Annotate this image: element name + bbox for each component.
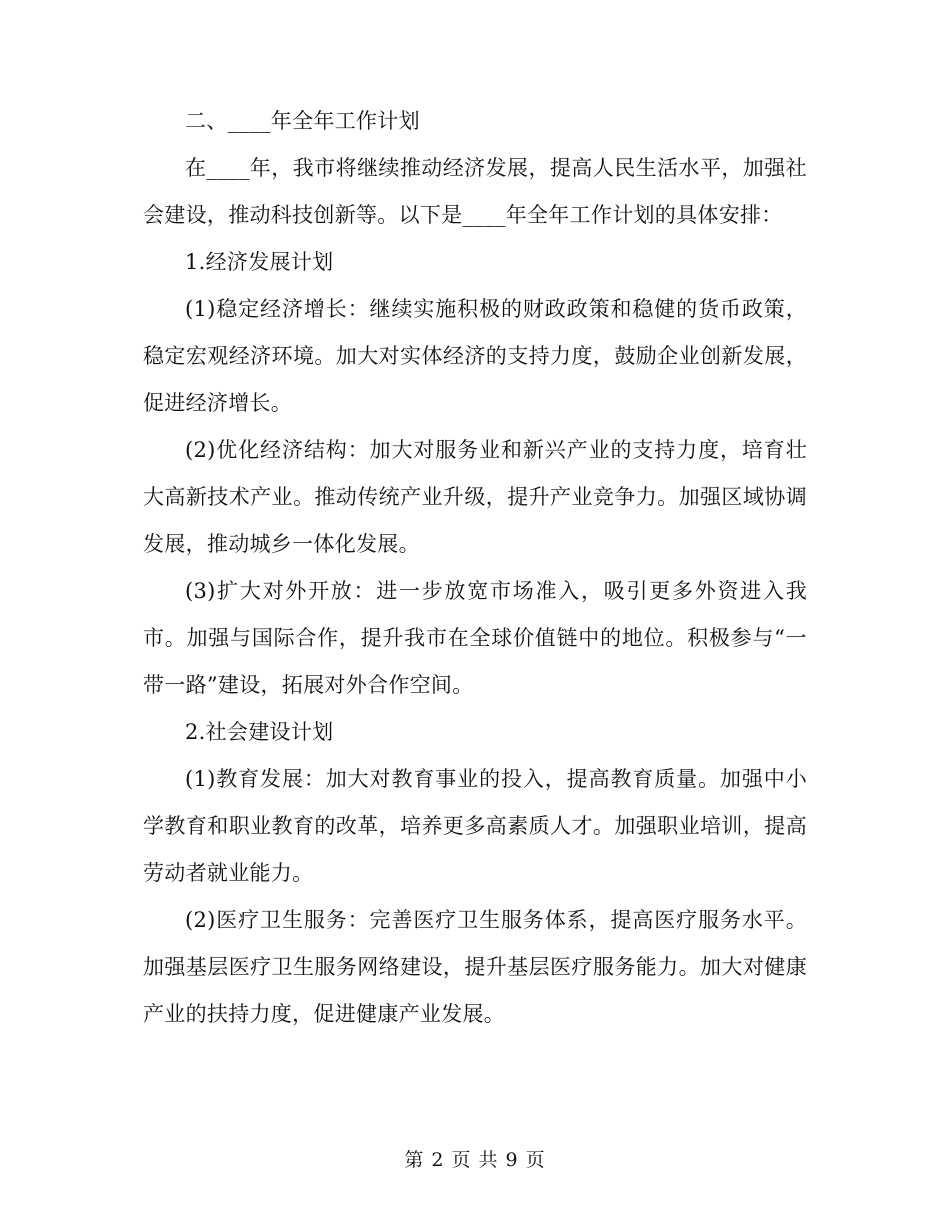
paragraph-education: (1)教育发展：加大对教育事业的投入，提高教育质量。加强中小学教育和职业教育的改革，培养更多高素质人才。加强职业培训，提高劳动者就业能力。 bbox=[143, 767, 807, 885]
subsection-heading-society: 2.社会建设计划 bbox=[185, 720, 334, 744]
paragraph-opening-up: (3)扩大对外开放：进一步放宽市场准入，吸引更多外资进入我市。加强与国际合作，提升我市在全球价值链中的地位。积极参与“一带一路”建设，拓展对外合作空间。 bbox=[143, 579, 807, 697]
subsection-heading-economy: 1.经济发展计划 bbox=[185, 250, 334, 274]
paragraph-stable-growth: (1)稳定经济增长：继续实施积极的财政政策和稳健的货币政策，稳定宏观经济环境。加大对实体经济的支持力度，鼓励企业创新发展，促进经济增长。 bbox=[143, 297, 807, 415]
document-body bbox=[143, 98, 807, 1038]
section-heading: 二、____年全年工作计划 bbox=[185, 109, 420, 133]
paragraph-optimize-structure: (2)优化经济结构：加大对服务业和新兴产业的支持力度，培育壮大高新技术产业。推动传统产业升级，提升产业竞争力。加强区域协调发展，推动城乡一体化发展。 bbox=[143, 438, 807, 556]
intro-paragraph: 在____年，我市将继续推动经济发展，提高人民生活水平，加强社会建设，推动科技创新等。以下是____年全年工作计划的具体安排： bbox=[143, 156, 807, 227]
page-number-footer: 第 2 页 共 9 页 bbox=[404, 1149, 546, 1171]
paragraph-healthcare: (2)医疗卫生服务：完善医疗卫生服务体系，提高医疗服务水平。加强基层医疗卫生服务网络建设，提升基层医疗服务能力。加大对健康产业的扶持力度，促进健康产业发展。 bbox=[143, 908, 807, 1026]
